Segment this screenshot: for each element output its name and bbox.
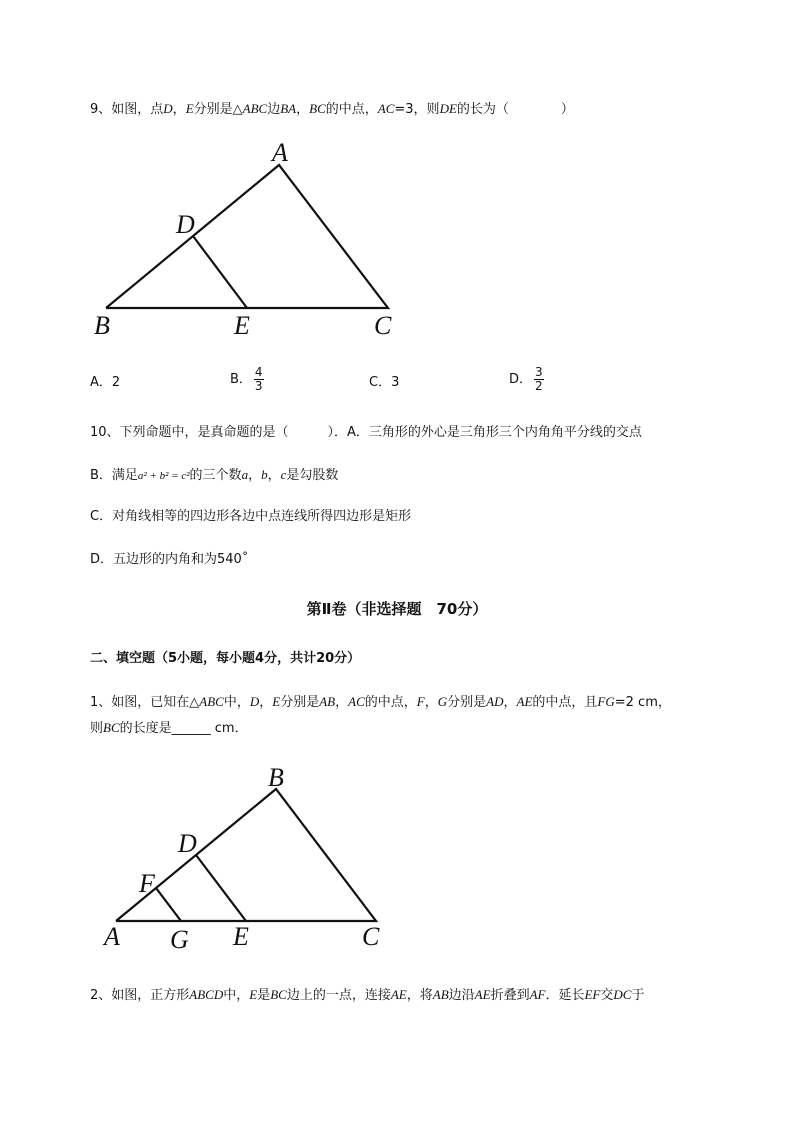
q9-midline-de [193, 236, 247, 308]
f1-midline-de [196, 855, 246, 921]
q9-triangle-outline [106, 165, 388, 308]
f1-stem-line2: 则BC的长度是______ cm． [90, 720, 248, 736]
f1-stem-line1: 1、如图，已知在△ABC中，D，E分别是AB，AC的中点，F，G分别是AD，AE的中点，且FG=2 cm， [90, 694, 671, 710]
q9-option-a: A．2 [90, 375, 121, 390]
f2-stem: 2、如图，正方形ABCD中，E是BC边上的一点，连接AE，将AB边沿AE折叠到AF．延长EF交DC于 [90, 987, 645, 1003]
q9-label-b: B [94, 311, 110, 340]
f1-midline-fg [156, 888, 181, 921]
fraction: $\frac{3}{2}$ [535, 365, 543, 393]
q9-option-b: B． $\frac{4}{3}$ [230, 365, 263, 393]
q9-label-d: D [176, 210, 195, 239]
q9-label-e: E [234, 311, 250, 340]
f1-label-d: D [178, 829, 197, 858]
q10-option-b: B．满足a² + b² = c²的三个数a，b，c是勾股数 [90, 467, 339, 483]
f1-label-b: B [268, 763, 284, 792]
f1-triangle-figure [100, 760, 400, 955]
section-title: 第Ⅱ卷（非选择题 70分） [306, 600, 488, 618]
q9-triangle-figure [90, 130, 420, 345]
q9-label-a: A [272, 138, 288, 167]
q9-label-c: C [374, 311, 392, 340]
f1-triangle-outline [116, 789, 376, 921]
q10-stem: 10、下列命题中，是真命题的是（ ）．A．三角形的外心是三角形三个内角角平分线的交点 [90, 425, 642, 440]
fraction: $\frac{4}{3}$ [254, 365, 263, 393]
q10-option-c: C．对角线相等的四边形各边中点连线所得四边形是矩形 [90, 509, 412, 524]
f1-label-g: G [170, 925, 189, 954]
f1-label-a: A [104, 922, 120, 951]
section-subtitle: 二、填空题（5小题，每小题4分，共计20分） [90, 651, 361, 666]
q9-option-d: D． $\frac{3}{2}$ [509, 365, 543, 393]
f1-label-c: C [362, 922, 380, 951]
q9-option-c: C．3 [369, 375, 400, 390]
f1-label-f: F [139, 869, 155, 898]
q9-stem: 9、如图，点D，E分别是△ABC边BA，BC的中点，AC=3，则DE的长为（ ） [90, 101, 574, 117]
q10-option-d: D．五边形的内角和为540˚ [90, 552, 249, 567]
f1-label-e: E [233, 922, 249, 951]
